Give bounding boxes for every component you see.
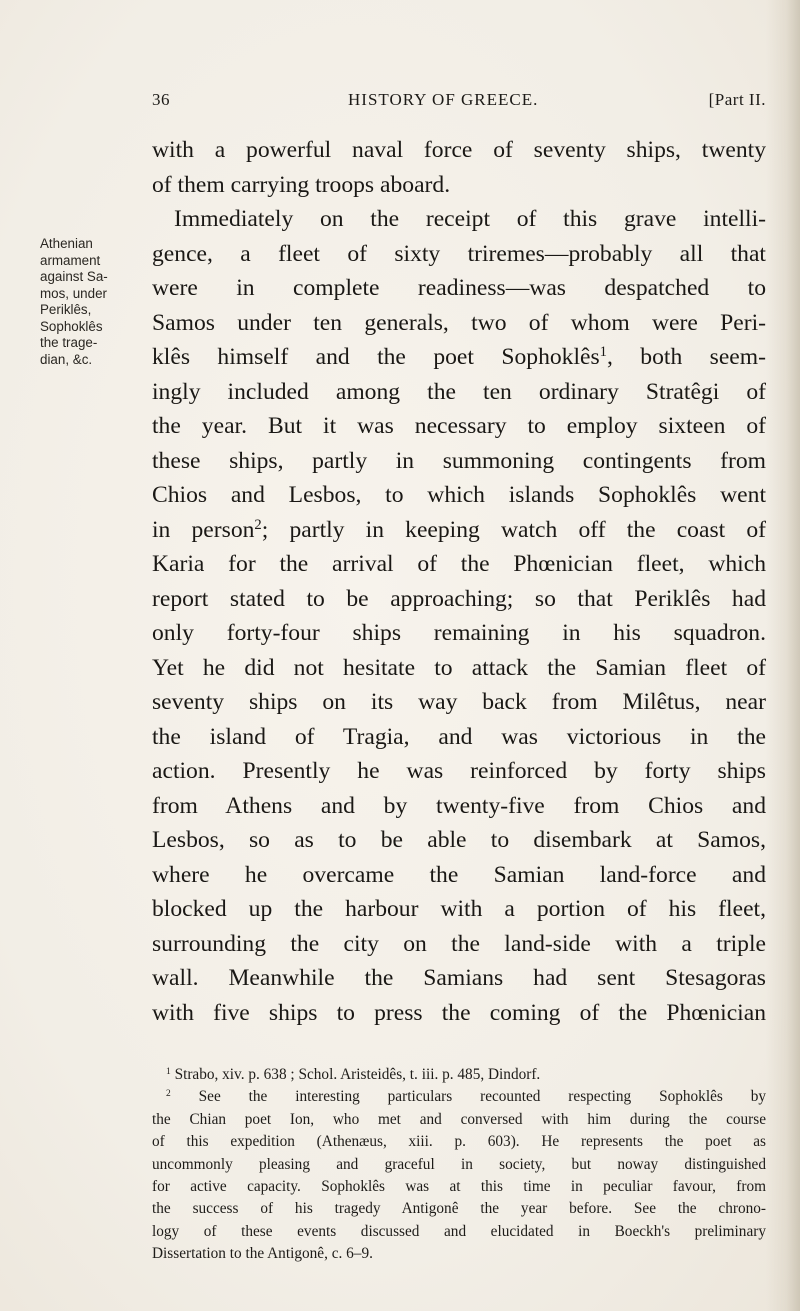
footnote-mark-1: 1 (166, 1066, 171, 1077)
body-line: report stated to be approaching; so that Periklês had (152, 585, 766, 612)
sidenote-line: Sophoklês (40, 318, 103, 334)
margin-sidenote (40, 236, 146, 368)
body-line: with five ships to press the coming of the Phœnician (152, 999, 766, 1026)
body-line-text: klês himself and the poet Sophoklês (152, 344, 600, 370)
body-line: with a powerful naval force of seventy ships, twenty (152, 137, 766, 163)
body-line: from Athens and by twenty-five from Chios and (152, 792, 766, 819)
body-line: were in complete readiness—was despatched to (152, 275, 766, 301)
body-line: surrounding the city on the land-side with a triple (152, 930, 766, 957)
sidenote-line: mos, under (40, 285, 107, 301)
body-line-tail: , both seem- (606, 344, 766, 370)
header-title: HISTORY OF GREECE. (348, 90, 539, 109)
body-line: blocked up the harbour with a portion of his fleet, (152, 896, 766, 922)
footnote-2-line (152, 1086, 766, 1108)
running-header (152, 90, 766, 114)
footnote-1 (152, 1064, 766, 1086)
body-line: wall. Meanwhile the Samians had sent Stesagoras (152, 965, 766, 991)
sidenote-line: against Sa- (40, 269, 108, 284)
body-line: Yet he did not hesitate to attack the Samian fleet of (152, 654, 766, 681)
body-line: gence, a fleet of sixty triremes—probably all that (152, 240, 766, 267)
part-label: [Part II. (708, 90, 766, 109)
body-line: Chios and Lesbos, to which islands Sophoklês went (152, 482, 766, 508)
body-line-with-note (152, 340, 766, 375)
body-line: the island of Tragia, and was victorious in the (152, 723, 766, 750)
sidenote-line: the trage- (40, 335, 98, 350)
footnote-2-line: the success of his tragedy Antigonê the year before. See the chrono- (152, 1200, 766, 1218)
footnote-ref-1: 1 (599, 343, 607, 360)
footnote-2-line: for active capacity. Sophoklês was at this time in peculiar favour, from (152, 1177, 766, 1195)
body-line: the year. But it was necessary to employ sixteen of (152, 413, 766, 439)
sidenote-line: dian, &c. (40, 351, 93, 367)
body-line: Immediately on the receipt of this grave intelli- (174, 206, 766, 232)
body-text (152, 133, 766, 1030)
body-line-text: in person (152, 516, 255, 543)
footnote-2-line: uncommonly pleasing and graceful in society, but noway distinguished (152, 1155, 766, 1173)
footnote-2-line: logy of these events discussed and elucidated in Boeckh's preliminary (152, 1222, 766, 1240)
footnote-2-line: the Chian poet Ion, who met and conversed with him during the course (152, 1110, 766, 1128)
page-number: 36 (152, 90, 170, 109)
body-line: these ships, partly in summoning contingents from (152, 447, 766, 474)
footnotes (152, 1064, 766, 1266)
footnote-mark-2: 2 (166, 1089, 171, 1100)
footnote-text: Strabo, xiv. p. 638 ; Schol. Aristeidês, t. iii. p. 485, Dindorf. (174, 1066, 541, 1083)
footnote-2-line: of this expedition (Athenæus, xiii. p. 603). He represents the poet as (152, 1133, 766, 1151)
body-line: Lesbos, so as to be able to disembark at Samos, (152, 827, 766, 853)
body-line: of them carrying troops aboard. (152, 171, 451, 198)
footnote-text: See the interesting particulars recounted respecting Sophoklês by (198, 1088, 766, 1106)
body-line: ingly included among the ten ordinary Stratêgi of (152, 378, 766, 405)
footnote-ref-2: 2 (254, 516, 262, 533)
body-line: where he overcame the Samian land-force and (152, 861, 766, 888)
page-edge-shadow (766, 0, 800, 1311)
footnote-2-line: Dissertation to the Antigonê, c. 6–9. (152, 1245, 373, 1263)
body-line: seventy ships on its way back from Milêtus, near (152, 689, 766, 715)
body-line-with-note (152, 513, 766, 548)
body-line: Samos under ten generals, two of whom were Peri- (152, 309, 766, 336)
body-line: Karia for the arrival of the Phœnician fleet, which (152, 551, 766, 577)
sidenote-line: armament (40, 252, 101, 268)
body-line: only forty-four ships remaining in his squadron. (152, 620, 766, 646)
sidenote-line: Periklês, (40, 302, 92, 317)
sidenote-line: Athenian (40, 236, 93, 251)
body-line-tail: ; partly in keeping watch off the coast of (261, 516, 766, 543)
body-line: action. Presently he was reinforced by forty ships (152, 758, 766, 784)
